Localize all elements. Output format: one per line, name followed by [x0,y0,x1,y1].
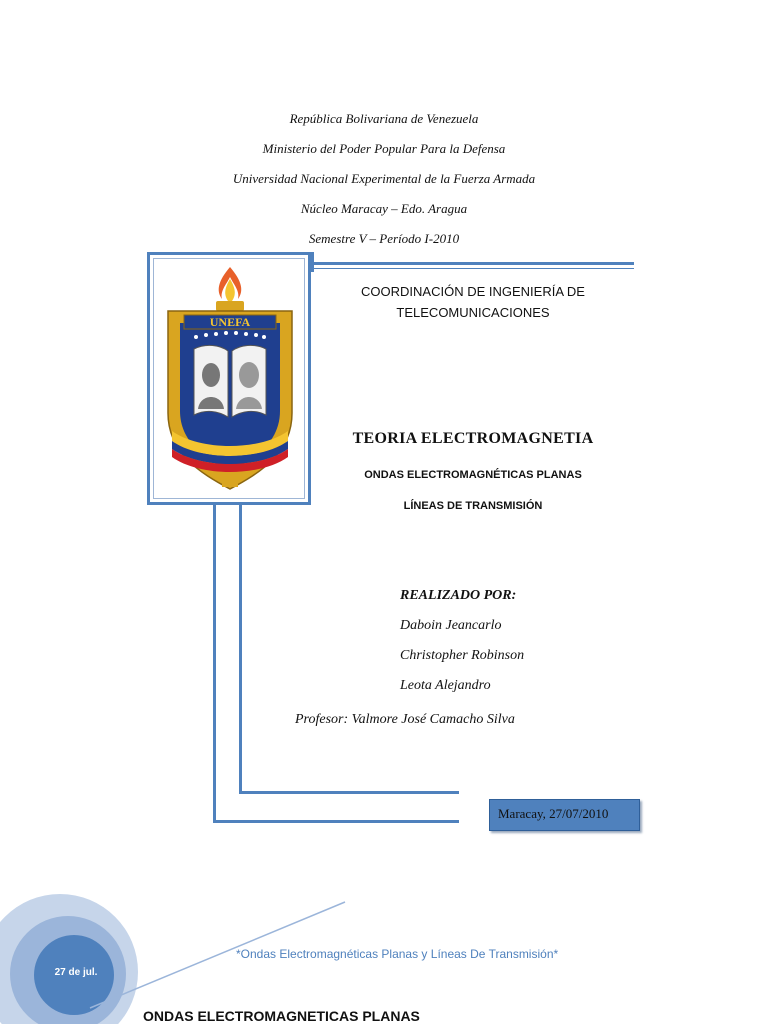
connector-upper [239,791,459,794]
logo-acronym: UNEFA [209,315,251,329]
author-2: Christopher Robinson [400,648,525,663]
top-rule-thin [311,268,634,269]
left-vertical-inner [239,500,242,793]
header-line-2: Ministerio del Poder Popular Para la Defensa [262,141,506,156]
footer-page-date: 27 de jul. [54,967,98,978]
portrait-left-icon [202,363,220,387]
header-line-1: República Bolivariana de Venezuela [289,111,479,126]
authors-heading: REALIZADO POR: [400,588,517,603]
logo-base [222,477,238,487]
header-line-4: Núcleo Maracay – Edo. Aragua [300,201,468,216]
coordination-line-2: TELECOMUNICACIONES [396,305,550,320]
main-title: TEORIA ELECTROMAGNETIA [352,430,594,447]
subtitle-1: ONDAS ELECTROMAGNÉTICAS PLANAS [364,469,582,481]
header-line-5: Semestre V – Período I-2010 [308,231,460,246]
top-rule-connector [311,252,314,272]
seal-right-icon [239,362,259,388]
professor-line: Profesor: Valmore José Camacho Silva [295,712,515,727]
left-vertical-outer [213,500,216,823]
top-rule-thick [311,262,634,265]
header-line-3: Universidad Nacional Experimental de la Fuerza Armada [232,171,536,186]
next-section-heading: ONDAS ELECTROMAGNETICAS PLANAS [143,1008,420,1024]
footer-running-title: *Ondas Electromagnéticas Planas y Líneas De Transmisión* [236,947,559,961]
author-1: Daboin Jeancarlo [400,618,502,633]
logo-frame [147,252,311,505]
author-3: Leota Alejandro [400,678,491,693]
connector-lower [213,820,459,823]
torch-cup [216,301,244,311]
coordination-line-1: COORDINACIÓN DE INGENIERÍA DE [361,284,585,299]
unefa-logo [160,263,300,497]
coordination-block [318,281,628,323]
date-box: Maracay, 27/07/2010 [489,799,640,831]
subtitle-2: LÍNEAS DE TRANSMISIÓN [403,500,543,512]
